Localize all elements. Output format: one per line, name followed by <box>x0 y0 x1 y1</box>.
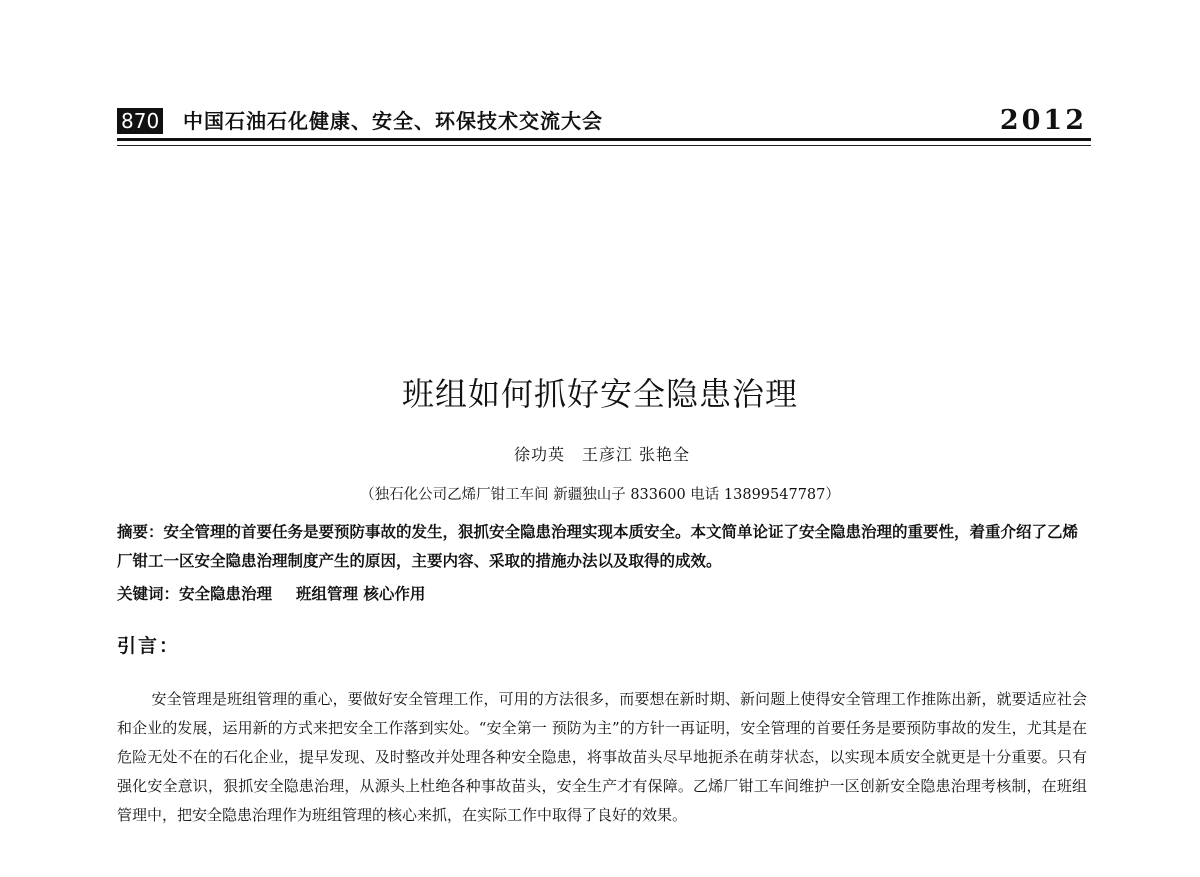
page-number: 870 <box>117 108 163 134</box>
keywords-label: 关键词： <box>117 585 180 603</box>
header-rule-thick <box>117 138 1091 141</box>
keyword-item: 安全隐患治理 <box>179 585 273 603</box>
article-authors: 徐功英 王彦江 张艳全 <box>513 445 691 464</box>
header-year: 2012 <box>999 105 1087 136</box>
conference-title: 中国石油石化健康、安全、环保技术交流大会 <box>183 109 603 133</box>
article-affiliation: （独石化公司乙烯厂钳工车间 新疆独山子 833600 电话 13899547787） <box>360 487 840 503</box>
keyword-item: 班组管理 核心作用 <box>296 585 426 603</box>
article-title: 班组如何抓好安全隐患治理 <box>401 375 798 413</box>
section-heading-introduction: 引言： <box>117 635 181 657</box>
header-rule-thin <box>117 145 1091 146</box>
article-abstract: 摘要：安全管理的首要任务是要预防事故的发生，狠抓安全隐患治理实现本质安全。本文简单论证了安全隐患治理的重要性，着重介绍了乙烯厂钳工一区安全隐患治理制度产生的原因，主要内容、采取的措施办法以及取得的成效。 <box>117 523 1079 570</box>
article-keywords <box>117 580 1083 609</box>
section-body-introduction: 安全管理是班组管理的重心，要做好安全管理工作，可用的方法很多，而要想在新时期、新问题上使得安全管理工作推陈出新，就要适应社会和企业的发展，运用新的方式来把安全工作落到实处。“安全第一 预防为主”的方针一再证明，安全管理的首要任务是要预防事故的发生，尤其是在危险无处不在的石化企业，提早发现、及时整改并处理各种安全隐患，将事故苗头尽早地扼杀在萌芽状态，以实现本质安全就更是十分重要。只有强化安全意识，狠抓安全隐患治理，从源头上杜绝各种事故苗头，安全生产才有保障。乙烯厂钳工车间维护一区创新安全隐患治理考核制，在班组管理中，把安全隐患治理作为班组管理的核心来抓，在实际工作中取得了良好的效果。 <box>117 690 1087 824</box>
running-header <box>117 106 1089 136</box>
